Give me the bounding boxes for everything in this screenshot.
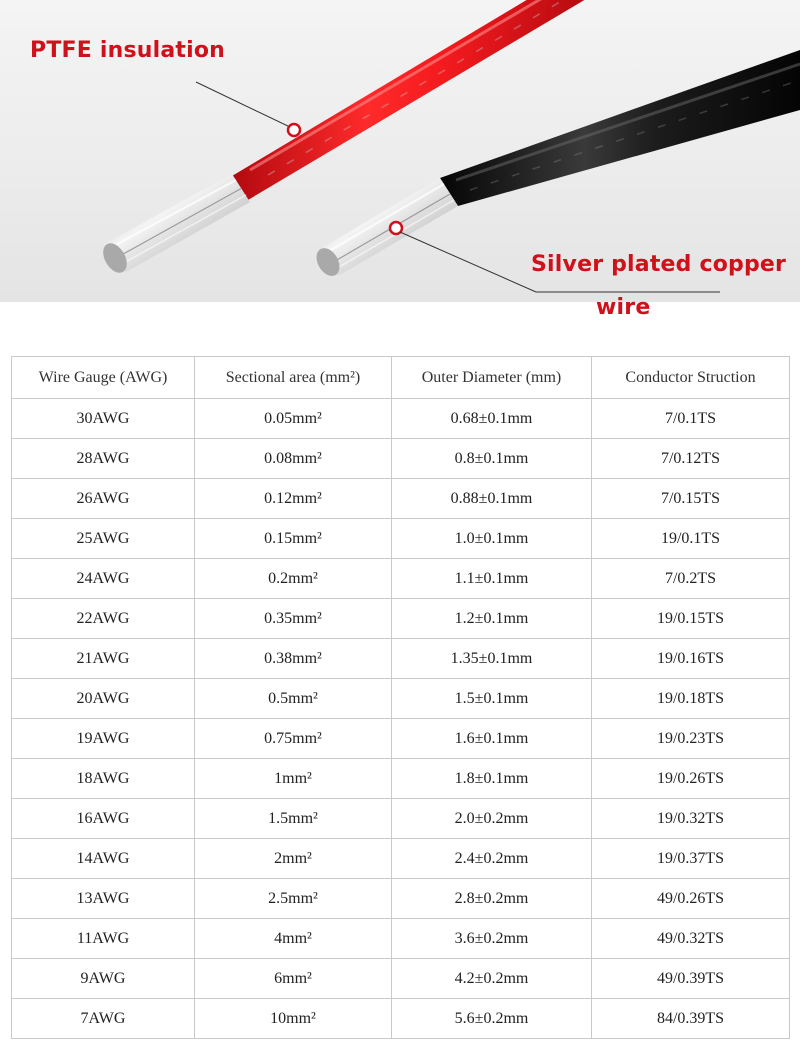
cell-sectional-area: 4mm² xyxy=(195,919,392,959)
cell-conductor-structure: 49/0.32TS xyxy=(592,919,790,959)
cell-outer-diameter: 4.2±0.2mm xyxy=(392,959,592,999)
cell-outer-diameter: 2.8±0.2mm xyxy=(392,879,592,919)
ptfe-insulation-label: PTFE insulation xyxy=(30,38,226,63)
table-row xyxy=(12,559,790,599)
cell-sectional-area: 0.35mm² xyxy=(195,599,392,639)
column-header-sectional-area: Sectional area (mm²) xyxy=(195,357,392,399)
product-photo xyxy=(0,0,800,320)
cell-conductor-structure: 7/0.2TS xyxy=(592,559,790,599)
cell-sectional-area: 0.12mm² xyxy=(195,479,392,519)
cell-outer-diameter: 1.8±0.1mm xyxy=(392,759,592,799)
table-body xyxy=(12,399,790,1039)
cell-conductor-structure: 19/0.37TS xyxy=(592,839,790,879)
cell-gauge: 21AWG xyxy=(12,639,195,679)
cell-outer-diameter: 1.5±0.1mm xyxy=(392,679,592,719)
cell-gauge: 26AWG xyxy=(12,479,195,519)
cell-conductor-structure: 19/0.18TS xyxy=(592,679,790,719)
cell-outer-diameter: 0.8±0.1mm xyxy=(392,439,592,479)
cell-sectional-area: 0.5mm² xyxy=(195,679,392,719)
cell-gauge: 19AWG xyxy=(12,719,195,759)
cell-gauge: 16AWG xyxy=(12,799,195,839)
table-row xyxy=(12,439,790,479)
cell-outer-diameter: 2.0±0.2mm xyxy=(392,799,592,839)
cell-sectional-area: 10mm² xyxy=(195,999,392,1039)
table-row xyxy=(12,959,790,999)
column-header-conductor-structure: Conductor Struction xyxy=(592,357,790,399)
table-row xyxy=(12,919,790,959)
silver-plated-copper-label-cont: wire xyxy=(596,295,651,320)
cell-gauge: 18AWG xyxy=(12,759,195,799)
cell-outer-diameter: 3.6±0.2mm xyxy=(392,919,592,959)
callout-leader-insulation xyxy=(196,82,300,136)
cell-sectional-area: 0.38mm² xyxy=(195,639,392,679)
table-row xyxy=(12,999,790,1039)
cell-sectional-area: 0.2mm² xyxy=(195,559,392,599)
cell-gauge: 30AWG xyxy=(12,399,195,439)
cell-outer-diameter: 2.4±0.2mm xyxy=(392,839,592,879)
header-row xyxy=(12,357,790,399)
cell-gauge: 24AWG xyxy=(12,559,195,599)
cell-outer-diameter: 1.6±0.1mm xyxy=(392,719,592,759)
cell-conductor-structure: 7/0.12TS xyxy=(592,439,790,479)
cell-gauge: 25AWG xyxy=(12,519,195,559)
cell-gauge: 28AWG xyxy=(12,439,195,479)
cell-sectional-area: 2.5mm² xyxy=(195,879,392,919)
cell-sectional-area: 0.05mm² xyxy=(195,399,392,439)
cell-gauge: 14AWG xyxy=(12,839,195,879)
cell-sectional-area: 0.15mm² xyxy=(195,519,392,559)
cell-outer-diameter: 1.2±0.1mm xyxy=(392,599,592,639)
column-header-gauge: Wire Gauge (AWG) xyxy=(12,357,195,399)
cell-sectional-area: 1mm² xyxy=(195,759,392,799)
cell-sectional-area: 6mm² xyxy=(195,959,392,999)
cell-outer-diameter: 1.35±0.1mm xyxy=(392,639,592,679)
cell-conductor-structure: 19/0.15TS xyxy=(592,599,790,639)
cell-conductor-structure: 19/0.32TS xyxy=(592,799,790,839)
table-header xyxy=(12,357,790,399)
cell-outer-diameter: 0.68±0.1mm xyxy=(392,399,592,439)
table-row xyxy=(12,759,790,799)
cell-outer-diameter: 0.88±0.1mm xyxy=(392,479,592,519)
cell-gauge: 11AWG xyxy=(12,919,195,959)
cell-conductor-structure: 49/0.26TS xyxy=(592,879,790,919)
cell-conductor-structure: 49/0.39TS xyxy=(592,959,790,999)
cell-conductor-structure: 7/0.15TS xyxy=(592,479,790,519)
cell-gauge: 13AWG xyxy=(12,879,195,919)
cell-conductor-structure: 7/0.1TS xyxy=(592,399,790,439)
cell-outer-diameter: 1.0±0.1mm xyxy=(392,519,592,559)
cell-sectional-area: 0.75mm² xyxy=(195,719,392,759)
cell-gauge: 7AWG xyxy=(12,999,195,1039)
table-row xyxy=(12,679,790,719)
cell-outer-diameter: 1.1±0.1mm xyxy=(392,559,592,599)
black-wire xyxy=(312,50,800,280)
table-row xyxy=(12,799,790,839)
cell-conductor-structure: 84/0.39TS xyxy=(592,999,790,1039)
table-row xyxy=(12,639,790,679)
cell-sectional-area: 2mm² xyxy=(195,839,392,879)
cell-sectional-area: 1.5mm² xyxy=(195,799,392,839)
table-row xyxy=(12,879,790,919)
table-row xyxy=(12,719,790,759)
column-header-outer-diameter: Outer Diameter (mm) xyxy=(392,357,592,399)
cell-conductor-structure: 19/0.1TS xyxy=(592,519,790,559)
silver-plated-copper-label: Silver plated copper xyxy=(531,252,787,277)
table-row xyxy=(12,839,790,879)
cell-gauge: 9AWG xyxy=(12,959,195,999)
cell-sectional-area: 0.08mm² xyxy=(195,439,392,479)
cell-gauge: 20AWG xyxy=(12,679,195,719)
wire-spec-table xyxy=(11,356,790,1039)
cell-conductor-structure: 19/0.23TS xyxy=(592,719,790,759)
cell-conductor-structure: 19/0.26TS xyxy=(592,759,790,799)
cell-gauge: 22AWG xyxy=(12,599,195,639)
cell-conductor-structure: 19/0.16TS xyxy=(592,639,790,679)
cell-outer-diameter: 5.6±0.2mm xyxy=(392,999,592,1039)
table-row xyxy=(12,519,790,559)
table-row xyxy=(12,399,790,439)
table-row xyxy=(12,479,790,519)
table-row xyxy=(12,599,790,639)
